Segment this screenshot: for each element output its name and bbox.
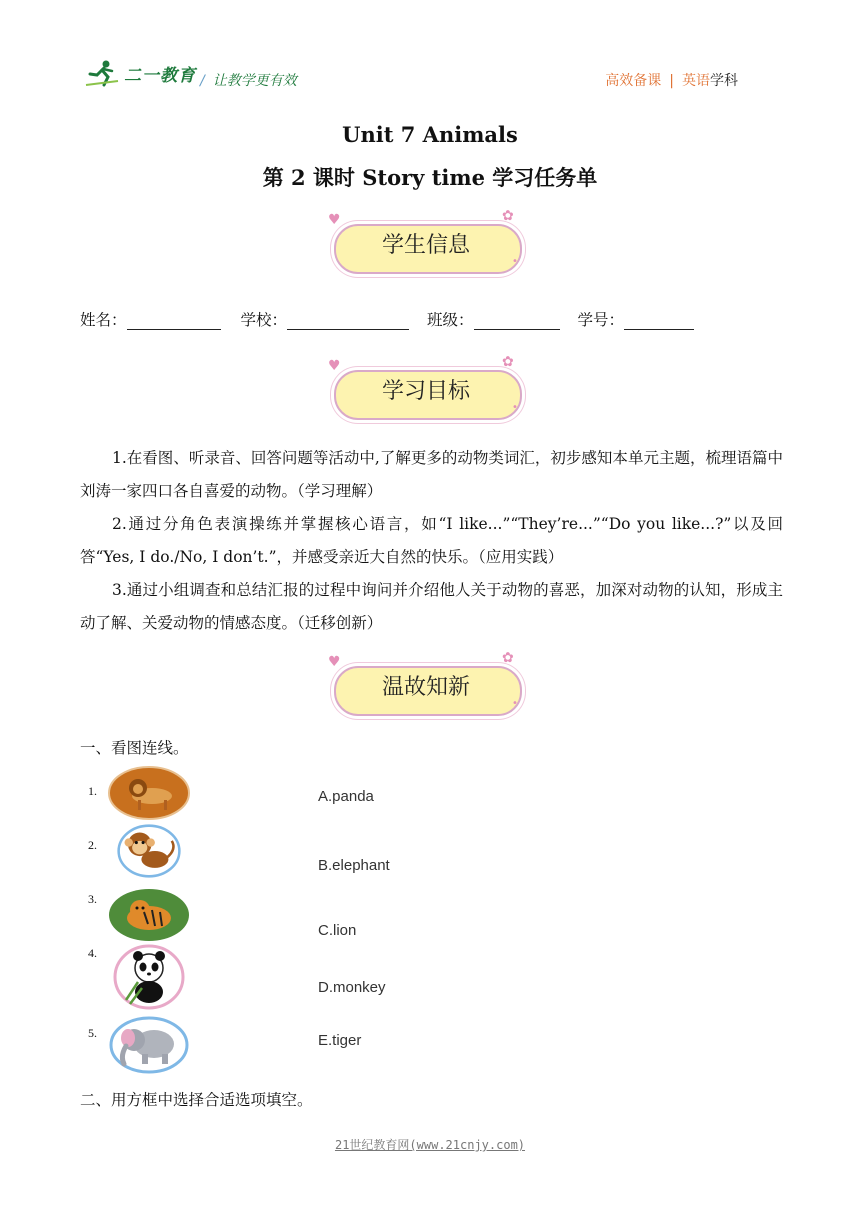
unit-title: Unit 7 Animals	[342, 122, 518, 147]
logo-text: 二一教育	[124, 65, 196, 86]
student-info-line	[80, 308, 694, 330]
panda-picture[interactable]	[108, 944, 190, 1010]
elephant-picture[interactable]	[108, 1016, 190, 1074]
flower-deco-icon: ✿	[502, 650, 514, 666]
badge-goals: ♥ ✿ • 学习目标	[326, 358, 526, 420]
badge-review: ♥ ✿ • 温故知新	[326, 654, 526, 716]
badge-student-info: ♥ ✿ • 学生信息	[326, 212, 526, 274]
item-number: 3.	[88, 892, 97, 906]
objective-3: 3.通过小组调查和总结汇报的过程中询问并介绍他人关于动物的喜恶，加深对动物的认知，形成主动了解、关爱动物的情感态度。（迁移创新）	[80, 581, 783, 632]
heart-deco-icon: ♥	[328, 654, 341, 670]
section-2-title: 二、用方框中选择合适选项填空。	[80, 1091, 313, 1109]
header-subject: 高效备课 | 英语学科	[605, 73, 738, 89]
tiger-picture[interactable]	[108, 888, 190, 942]
name-field[interactable]: 姓名：	[80, 308, 221, 330]
section-1-title: 一、看图连线。	[80, 739, 189, 757]
item-number: 5.	[88, 1026, 97, 1040]
footer-link[interactable]: 21世纪教育网(www.21cnjy.com)	[334, 1138, 526, 1152]
runner-logo-icon	[84, 59, 120, 87]
lesson-title: 第 2 课时 Story time 学习任务单	[262, 165, 598, 190]
item-number: 4.	[88, 946, 97, 960]
option-d: D.monkey	[318, 979, 386, 996]
flower-deco-icon: ✿	[502, 208, 514, 224]
dot-deco-icon: •	[512, 402, 518, 413]
slogan: / 让教学更有效	[200, 73, 297, 89]
option-b: B.elephant	[318, 857, 390, 874]
objective-2: 2.通过分角色表演操练并掌握核心语言，如“I like...”“They’re...”“Do you like...?”以及回答“Yes, I do./No, I don’t.”，并感受亲近大自然的快乐。（应用实践）	[80, 515, 783, 566]
lion-picture[interactable]	[108, 766, 190, 820]
item-number: 2.	[88, 838, 97, 852]
dot-deco-icon: •	[512, 256, 518, 267]
student-number-field[interactable]: 学号：	[578, 308, 695, 330]
option-a: A.panda	[318, 788, 374, 805]
heart-deco-icon: ♥	[328, 358, 341, 374]
option-c: C.lion	[318, 922, 357, 939]
flower-deco-icon: ✿	[502, 354, 514, 370]
option-e: E.tiger	[318, 1032, 362, 1049]
school-field[interactable]: 学校：	[241, 308, 410, 330]
heart-deco-icon: ♥	[328, 212, 341, 228]
logo	[84, 58, 196, 88]
item-number: 1.	[88, 784, 97, 798]
objective-1: 1.在看图、听录音、回答问题等活动中,了解更多的动物类词汇，初步感知本单元主题，梳理语篇中刘涛一家四口各自喜爱的动物。（学习理解）	[80, 449, 783, 500]
monkey-picture[interactable]	[108, 824, 190, 878]
class-field[interactable]: 班级：	[427, 308, 560, 330]
dot-deco-icon: •	[512, 698, 518, 709]
